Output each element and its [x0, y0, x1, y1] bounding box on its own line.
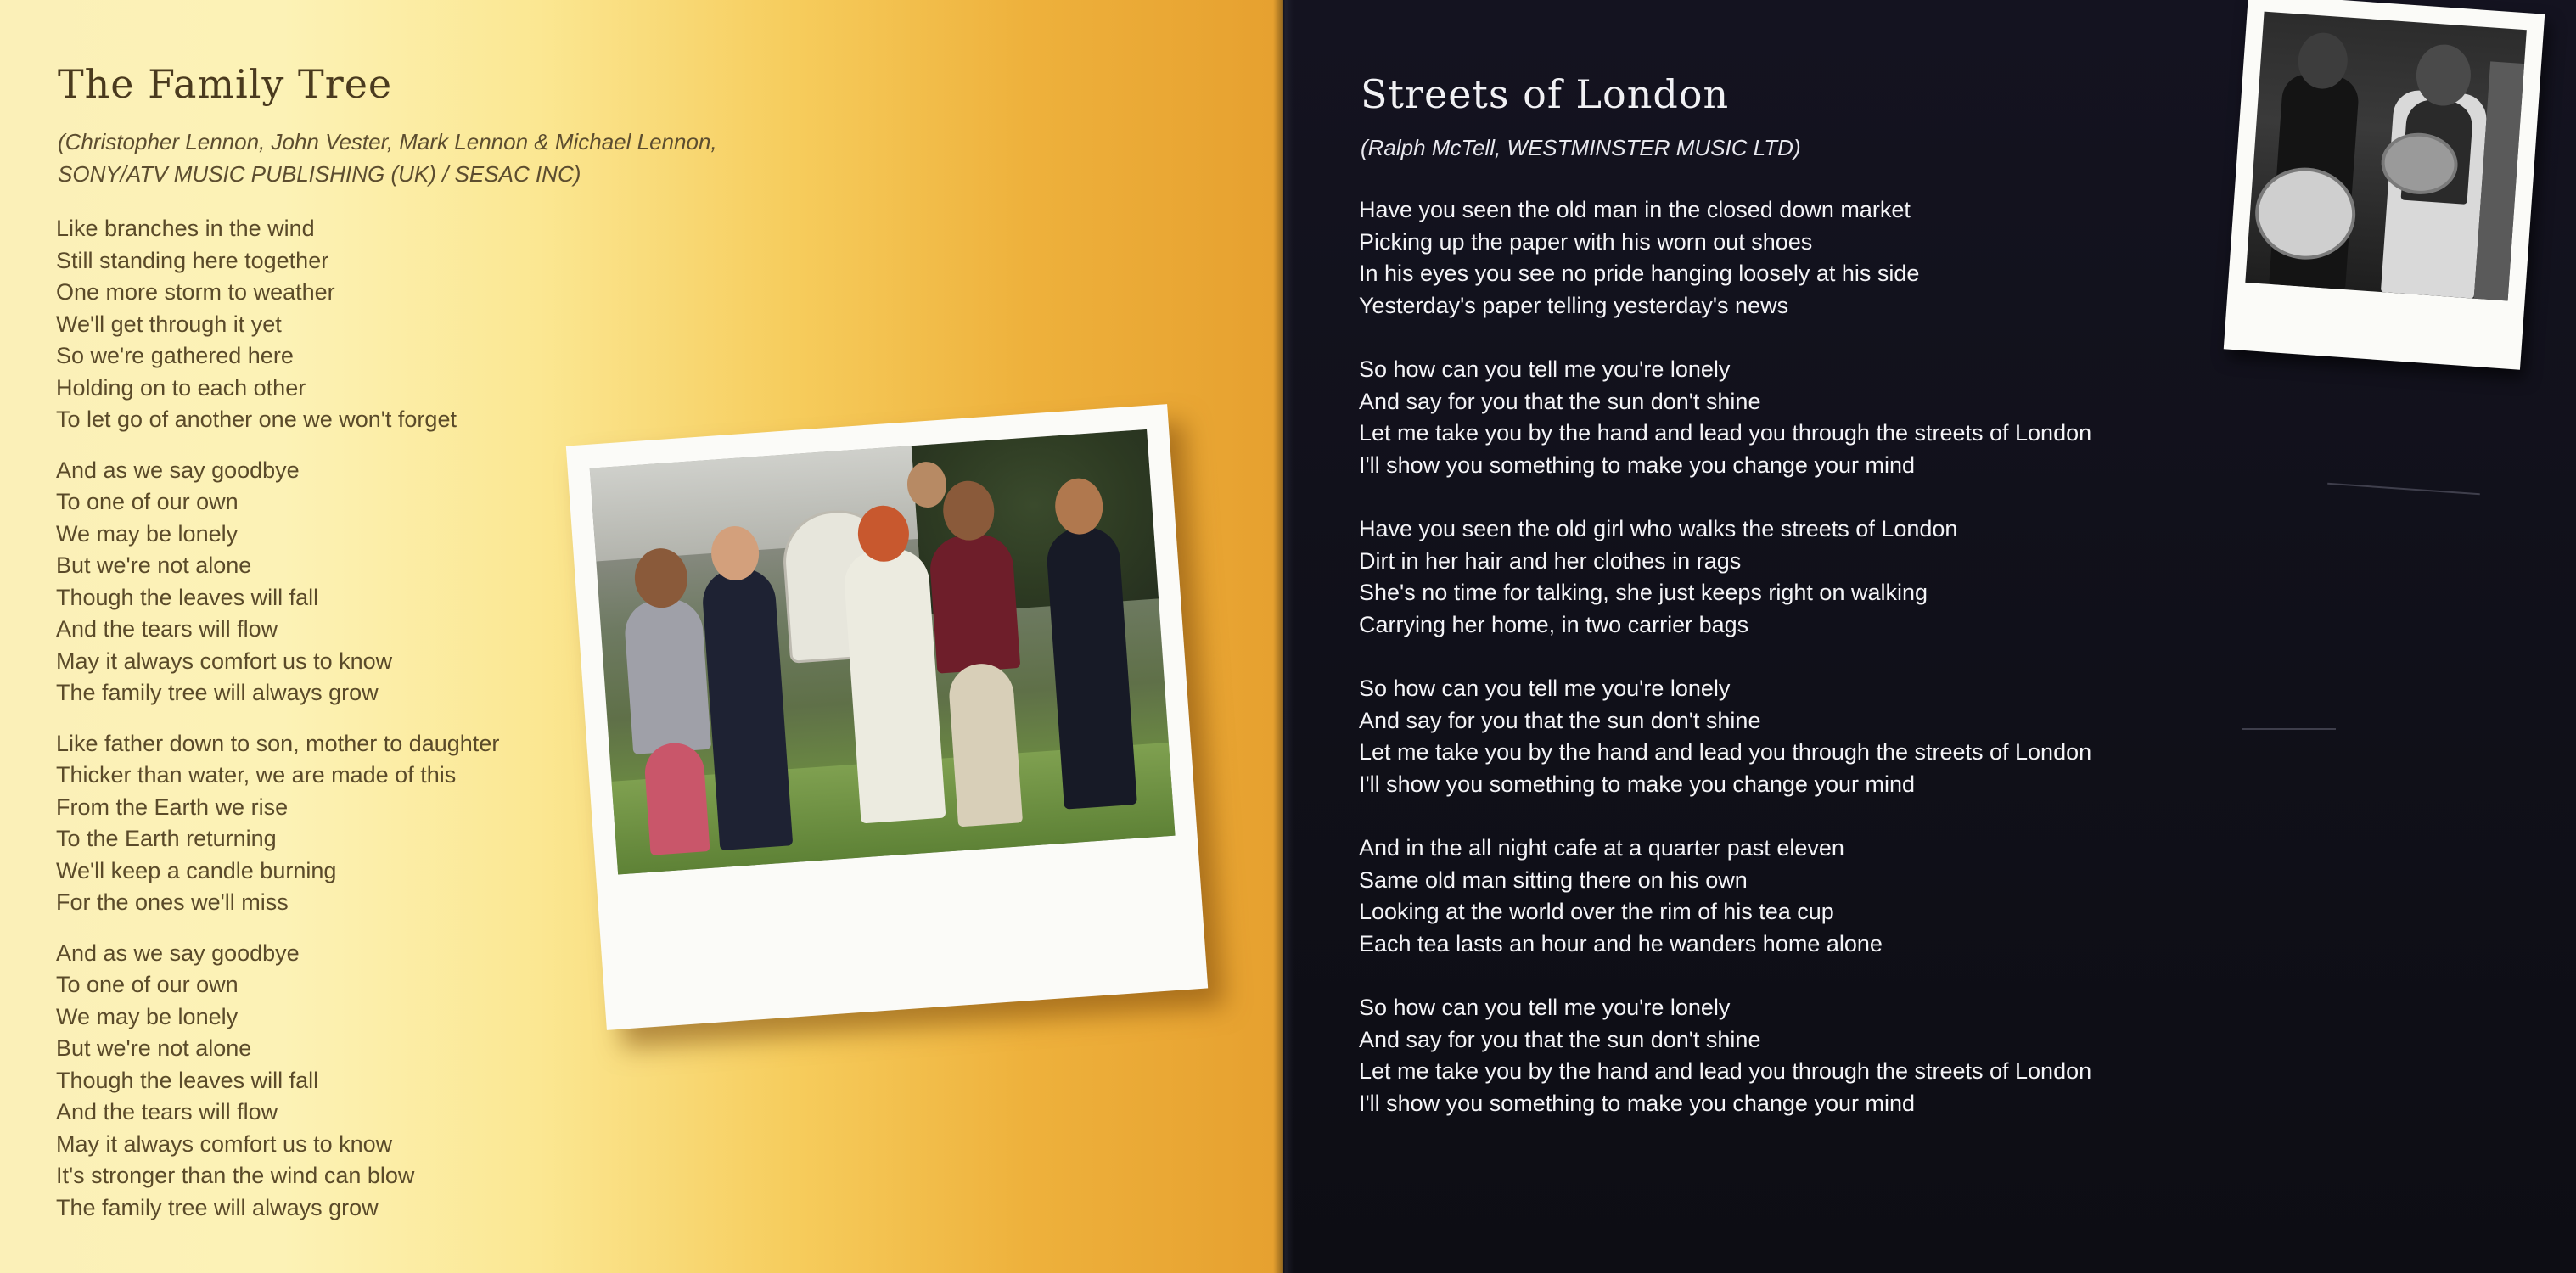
- stanza: [1359, 833, 2208, 960]
- musicians-photo-polaroid: [2224, 0, 2545, 370]
- song-title-streets-of-london: Streets of London: [1361, 71, 1730, 117]
- song-credits-family-tree: [58, 126, 822, 190]
- lyric-line: To one of our own: [56, 972, 239, 997]
- lyric-line: Have you seen the old man in the closed down market: [1359, 197, 1911, 222]
- stanza: [1359, 354, 2208, 481]
- lyric-line: For the ones we'll miss: [56, 889, 289, 915]
- lyric-line: We may be lonely: [56, 1003, 239, 1029]
- stanza: [56, 728, 582, 919]
- lyric-line: One more storm to weather: [56, 279, 335, 305]
- lyric-line: And the tears will flow: [56, 616, 278, 642]
- stanza: [56, 938, 582, 1225]
- lyric-line: And the tears will flow: [56, 1099, 278, 1124]
- lyric-line: And say for you that the sun don't shine: [1359, 707, 1761, 733]
- lyric-line: So how can you tell me you're lonely: [1359, 356, 1731, 382]
- lyric-line: Like branches in the wind: [56, 216, 315, 241]
- lyric-line: Still standing here together: [56, 247, 329, 273]
- lyric-line: Same old man sitting there on his own: [1359, 866, 1748, 893]
- lyric-line: Carrying her home, in two carrier bags: [1359, 611, 1749, 637]
- lyric-line: Looking at the world over the rim of his tea cup: [1359, 899, 1834, 924]
- lyric-line: And in the all night cafe at a quarter past eleven: [1359, 835, 1844, 861]
- lyric-line: Yesterday's paper telling yesterday's news: [1359, 292, 1789, 318]
- lyric-line: To let go of another one we won't forget: [56, 407, 457, 432]
- lyric-line: So how can you tell me you're lonely: [1359, 995, 1731, 1020]
- group-photo: [590, 429, 1176, 875]
- lyric-line: And say for you that the sun don't shine: [1359, 388, 1761, 414]
- lyric-line: I'll show you something to make you change your mind: [1359, 771, 1916, 797]
- lyric-line: She's no time for talking, she just keeps right on walking: [1359, 580, 1928, 605]
- lyric-line: And as we say goodbye: [56, 457, 300, 483]
- lyrics-family-tree: [56, 213, 582, 1242]
- credit-line: (Christopher Lennon, John Vester, Mark Lennon & Michael Lennon,: [58, 129, 717, 154]
- musicians-photo: [2245, 12, 2527, 301]
- lyric-line: And say for you that the sun don't shine: [1359, 1026, 1761, 1052]
- lyric-line: Though the leaves will fall: [56, 1067, 319, 1093]
- lyric-line: Dirt in her hair and her clothes in rags: [1359, 547, 1742, 574]
- lyric-line: Let me take you by the hand and lead you through the streets of London: [1359, 1058, 2092, 1084]
- lyric-line: Let me take you by the hand and lead you through the streets of London: [1359, 739, 2092, 765]
- lyric-line: The family tree will always grow: [56, 1194, 379, 1220]
- lyric-line: May it always comfort us to know: [56, 1130, 393, 1157]
- booklet-spine: [1273, 0, 1294, 1273]
- lyric-line: To the Earth returning: [56, 826, 277, 851]
- stanza: [1359, 194, 2208, 322]
- lyric-line: Each tea lasts an hour and he wanders home alone: [1359, 930, 1883, 956]
- stanza: [56, 213, 582, 436]
- lyric-line: We'll get through it yet: [56, 311, 282, 337]
- lyric-line: And as we say goodbye: [56, 939, 300, 966]
- group-photo-polaroid: [566, 404, 1208, 1030]
- lyric-line: We may be lonely: [56, 520, 239, 547]
- lyric-line: Let me take you by the hand and lead you through the streets of London: [1359, 420, 2092, 446]
- lyric-line: So we're gathered here: [56, 343, 294, 368]
- lyric-line: Picking up the paper with his worn out shoes: [1359, 228, 1813, 255]
- stanza: [1359, 673, 2208, 800]
- song-title-family-tree: The Family Tree: [58, 61, 393, 107]
- lyrics-streets-of-london: [1359, 194, 2208, 1152]
- lyric-line: So how can you tell me you're lonely: [1359, 676, 1731, 701]
- song-credits-streets-of-london: [1361, 132, 2124, 164]
- lyric-line: Have you seen the old girl who walks the streets of London: [1359, 516, 1958, 541]
- lyric-line: To one of our own: [56, 489, 239, 514]
- lyric-line: I'll show you something to make you change your mind: [1359, 1090, 1916, 1116]
- lyric-line: It's stronger than the wind can blow: [56, 1163, 415, 1188]
- lyric-line: The family tree will always grow: [56, 680, 379, 705]
- lyric-line: Holding on to each other: [56, 374, 306, 401]
- lyric-line: In his eyes you see no pride hanging loosely at his side: [1359, 261, 1920, 286]
- lyric-line: May it always comfort us to know: [56, 648, 393, 674]
- lyric-line: But we're not alone: [56, 1035, 252, 1061]
- stanza: [1359, 513, 2208, 641]
- lyric-line: Like father down to son, mother to daughter: [56, 730, 500, 756]
- credit-line: (Ralph McTell, WESTMINSTER MUSIC LTD): [1361, 135, 1801, 160]
- stanza: [56, 455, 582, 709]
- lyric-line: I'll show you something to make you change your mind: [1359, 451, 1916, 478]
- stanza: [1359, 992, 2208, 1119]
- lyric-line: From the Earth we rise: [56, 794, 289, 820]
- lyric-line: We'll keep a candle burning: [56, 857, 337, 883]
- lyric-line: Thicker than water, we are made of this: [56, 762, 457, 788]
- lyric-line: Though the leaves will fall: [56, 584, 319, 610]
- credit-line: SONY/ATV MUSIC PUBLISHING (UK) / SESAC INC): [58, 161, 581, 187]
- lyric-line: But we're not alone: [56, 552, 252, 578]
